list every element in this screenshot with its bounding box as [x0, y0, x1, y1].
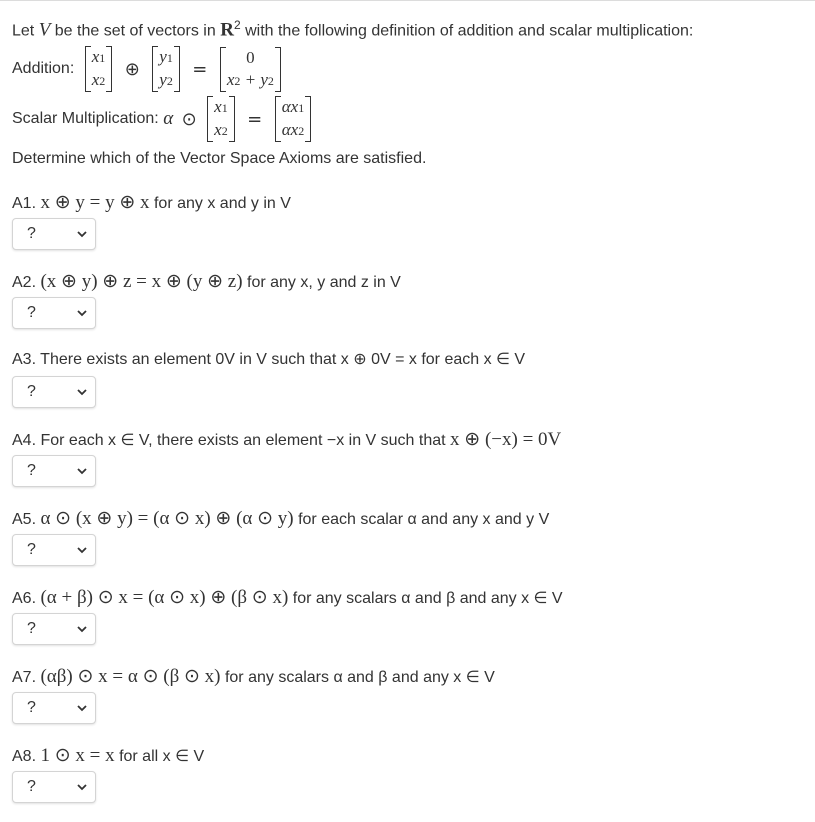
axiom-a7: A7. (αβ) ⊙ x = α ⊙ (β ⊙ x) for any scalars α and β and any x ∈ V: [12, 666, 495, 687]
chevron-down-icon: [75, 780, 89, 794]
scalar-definition: Scalar Multiplication: α ⊙ x1 x2 = αx1 αx2: [12, 96, 311, 144]
scalar-matrix-x: x1 x2: [207, 96, 235, 142]
addition-matrix-x: x1 x2: [85, 46, 113, 92]
axiom-a8: A8. 1 ⊙ x = x for all x ∈ V: [12, 745, 205, 766]
chevron-down-icon: [75, 385, 89, 399]
scalar-label: Scalar Multiplication:: [12, 110, 159, 127]
axiom-a4-select[interactable]: ?: [12, 455, 96, 487]
intro-line: Let V be the set of vectors in $R^2$ with the following definition of addition and scalar multiplication:: [12, 18, 694, 41]
axiom-a6: A6. (α + β) ⊙ x = (α ⊙ x) ⊕ (β ⊙ x) for any scalars α and β and any x ∈ V: [12, 587, 563, 608]
axiom-a5-select[interactable]: ?: [12, 534, 96, 566]
addition-definition: Addition: x1 x2 ⊕ y1 y2 = 0 x2 + y2: [12, 46, 281, 94]
addition-matrix-result: 0 x2 + y2: [220, 47, 281, 92]
chevron-down-icon: [75, 622, 89, 636]
axiom-a6-select[interactable]: ?: [12, 613, 96, 645]
chevron-down-icon: [75, 227, 89, 241]
scalar-matrix-result: αx1 αx2: [275, 96, 311, 142]
question-prompt: Determine which of the Vector Space Axioms are satisfied.: [12, 150, 427, 167]
chevron-down-icon: [75, 306, 89, 320]
axiom-a2-select[interactable]: ?: [12, 297, 96, 329]
top-divider: [0, 0, 815, 1]
axiom-a5: A5. α ⊙ (x ⊕ y) = (α ⊙ x) ⊕ (α ⊙ y) for each scalar α and any x and y V: [12, 508, 550, 529]
addition-label: Addition:: [12, 60, 75, 77]
axiom-a2: A2. (x ⊕ y) ⊕ z = x ⊕ (y ⊕ z) for any x, y and z in V: [12, 271, 401, 292]
axiom-a1-select[interactable]: ?: [12, 218, 96, 250]
axiom-a1: A1. x ⊕ y = y ⊕ x for any x and y in V: [12, 192, 291, 213]
addition-matrix-y: y1 y2: [152, 46, 180, 92]
chevron-down-icon: [75, 464, 89, 478]
chevron-down-icon: [75, 543, 89, 557]
axiom-a7-select[interactable]: ?: [12, 692, 96, 724]
axiom-a4: A4. For each x ∈ V, there exists an element −x in V such that x ⊕ (−x) = 0V: [12, 429, 562, 450]
axiom-a8-select[interactable]: ?: [12, 771, 96, 803]
chevron-down-icon: [75, 701, 89, 715]
axiom-a3-select[interactable]: ?: [12, 376, 96, 408]
axiom-a3: A3. There exists an element 0V in V such that x ⊕ 0V = x for each x ∈ V: [12, 351, 526, 368]
